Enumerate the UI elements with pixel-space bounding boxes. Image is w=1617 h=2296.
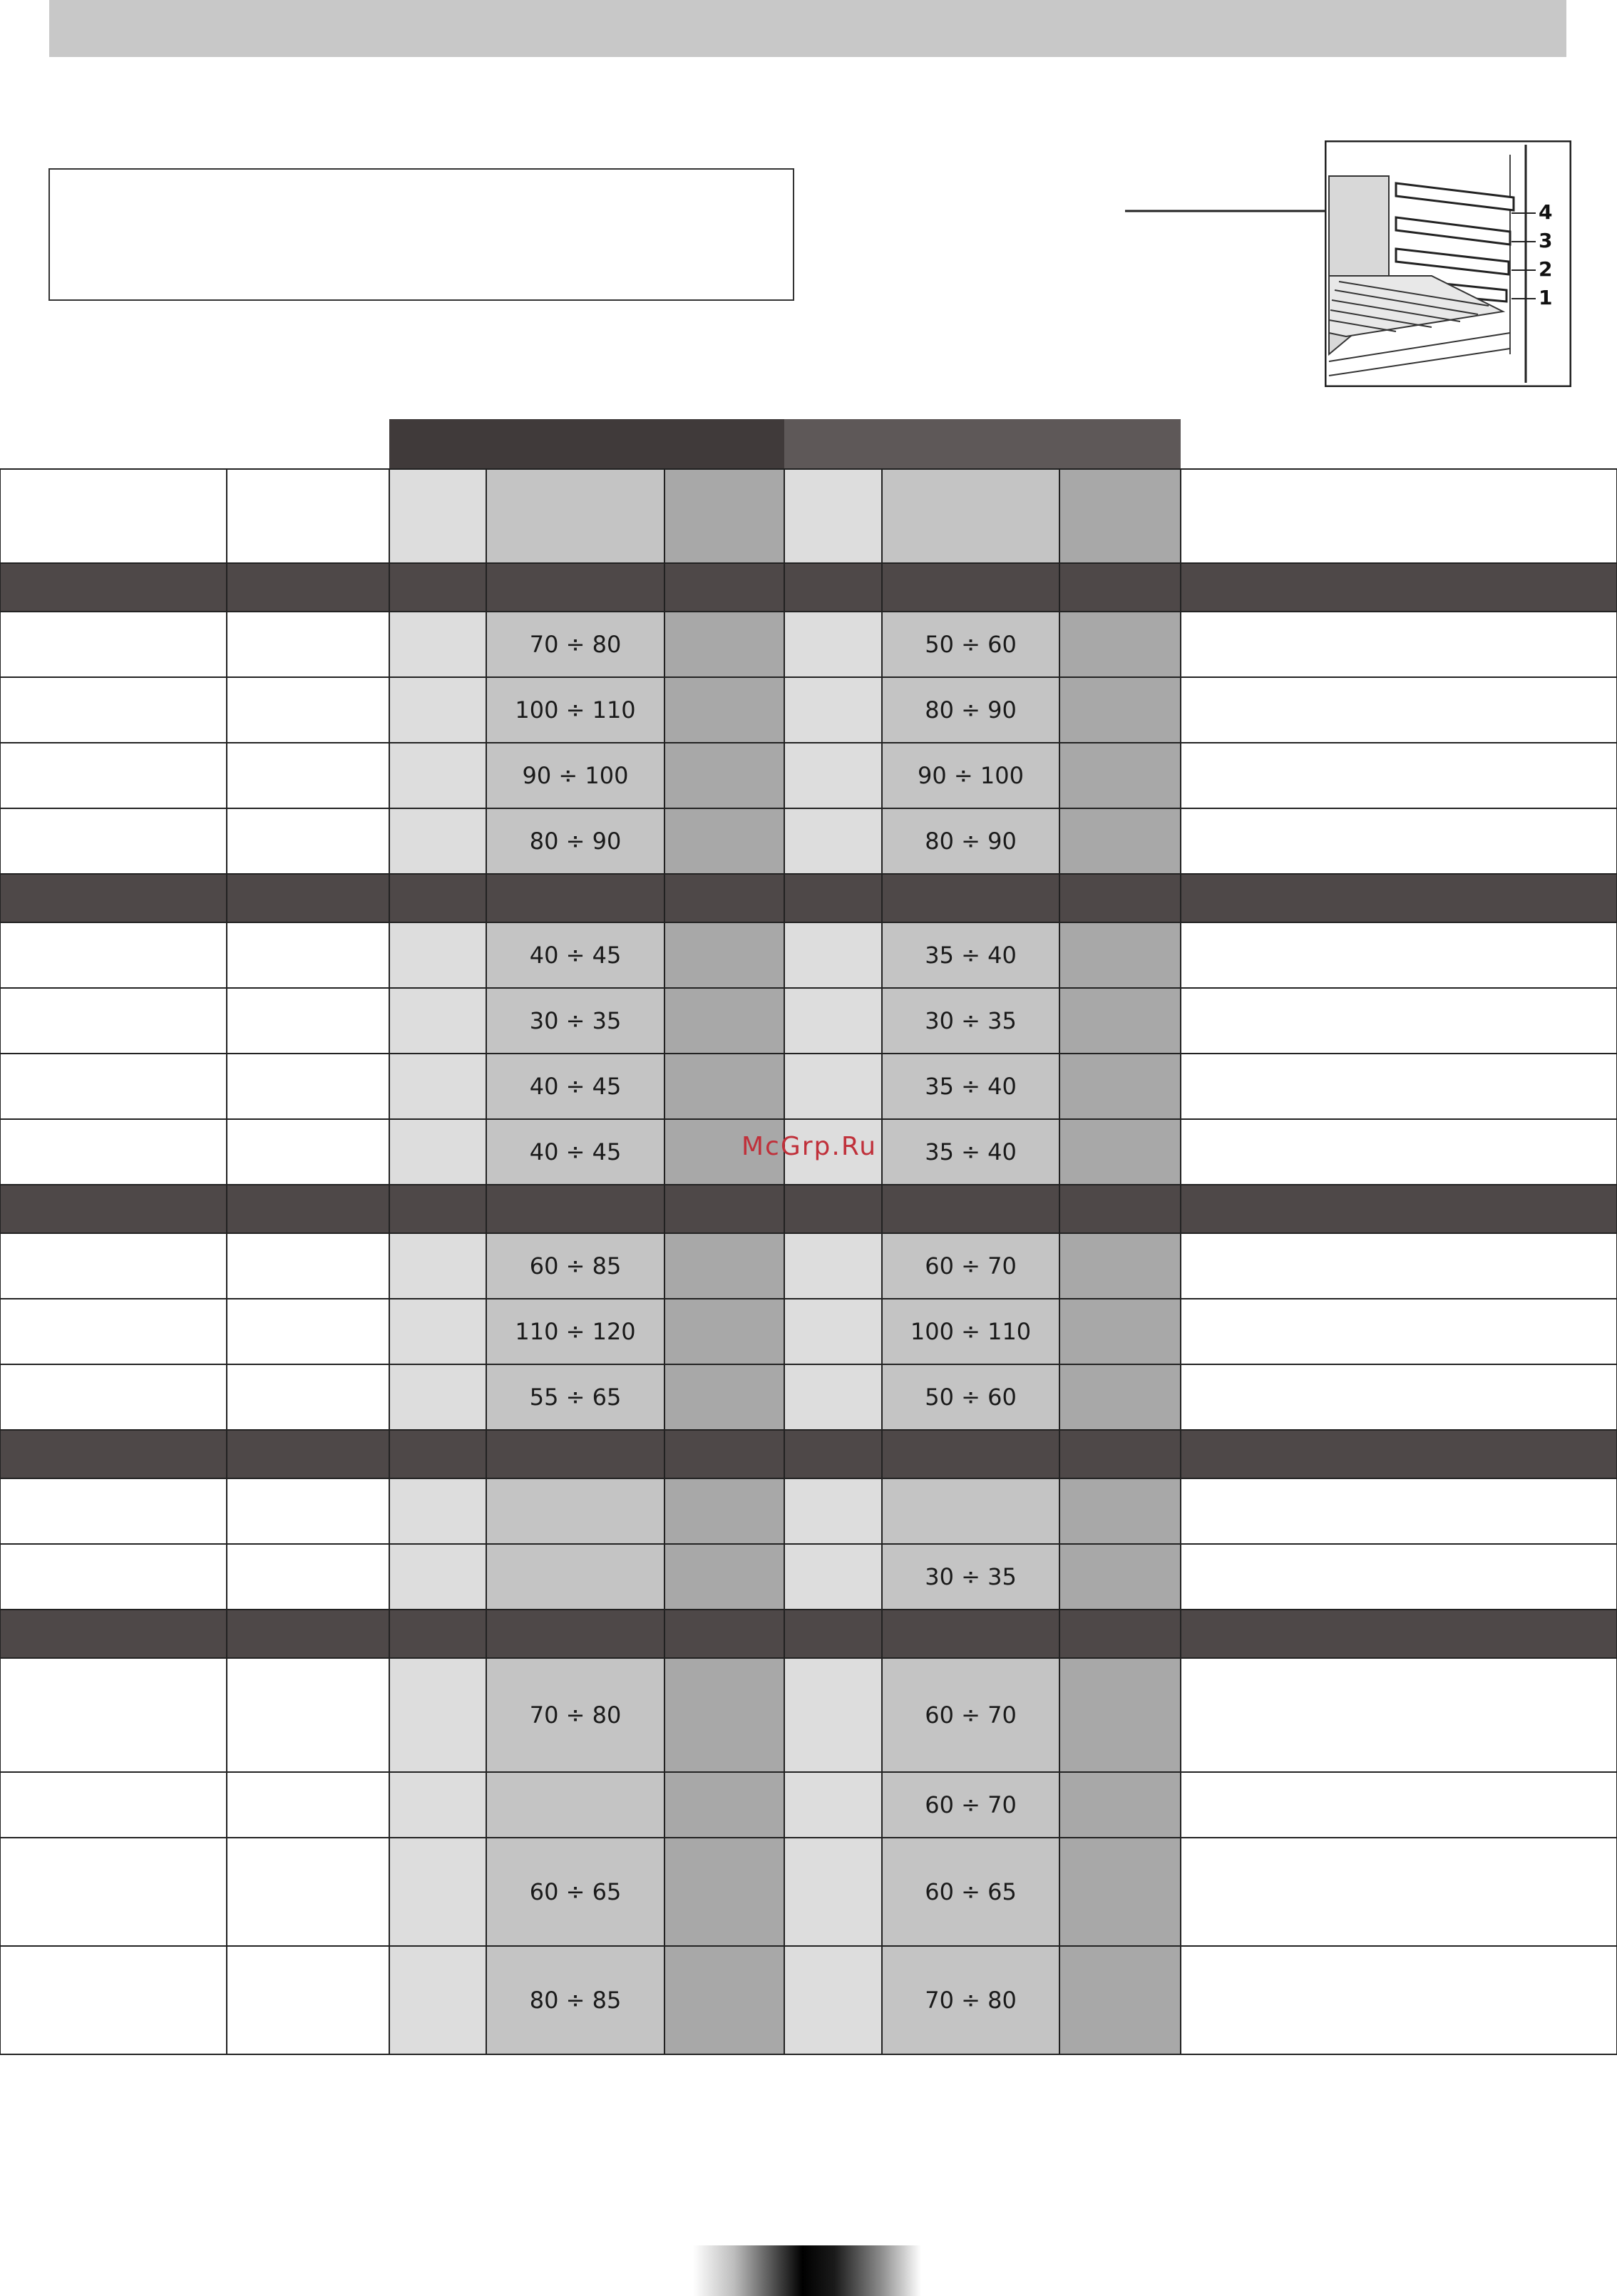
table-header-row-cell — [784, 469, 882, 563]
section-header-row-cell — [1181, 563, 1617, 612]
table-row-cell — [664, 1838, 784, 1946]
section-header-row-cell — [882, 1185, 1059, 1233]
table-row-cell — [0, 1299, 227, 1364]
table-row-cell — [784, 1838, 882, 1946]
table-row-cell — [1059, 1658, 1181, 1772]
table-row-cell — [0, 922, 227, 988]
time-a-cell: 110 ÷ 120 — [515, 1318, 636, 1345]
time-a-cell: 40 ÷ 45 — [529, 942, 622, 969]
table-row-cell — [664, 1946, 784, 2054]
section-header-row-cell — [389, 1185, 486, 1233]
table-row-cell — [227, 1233, 389, 1299]
table-row-cell — [227, 677, 389, 743]
table-row-cell — [389, 1054, 486, 1119]
table-row-cell — [389, 612, 486, 677]
table-row-cell — [784, 612, 882, 677]
table-row-cell — [1181, 1838, 1617, 1946]
section-header-row-cell — [784, 1610, 882, 1658]
time-a-cell: 60 ÷ 85 — [529, 1252, 622, 1280]
table-row-cell — [227, 1838, 389, 1946]
section-header-row-cell — [227, 1185, 389, 1233]
section-header-row-cell — [1059, 874, 1181, 922]
section-header-row-cell — [882, 563, 1059, 612]
shelf-level-2: 2 — [1539, 257, 1553, 281]
table-row-cell — [1059, 1544, 1181, 1610]
section-header-row-cell — [0, 563, 227, 612]
time-a-cell: 100 ÷ 110 — [515, 696, 636, 724]
table-row-cell — [227, 743, 389, 808]
time-a-cell: 30 ÷ 35 — [529, 1007, 622, 1034]
section-header-row-cell — [227, 563, 389, 612]
table-row-cell — [664, 1364, 784, 1430]
table-row-cell — [1181, 677, 1617, 743]
group-header-a — [389, 419, 784, 469]
time-b-cell: 35 ÷ 40 — [925, 1073, 1017, 1100]
table-row-cell — [486, 1772, 664, 1838]
table-row-cell — [227, 1364, 389, 1430]
table-row-cell — [664, 1478, 784, 1544]
table-row-cell — [664, 808, 784, 874]
table-row-cell — [389, 1544, 486, 1610]
table-row-cell — [1059, 612, 1181, 677]
table-row-cell — [227, 1478, 389, 1544]
table-row-cell — [0, 743, 227, 808]
table-row-cell — [486, 1478, 664, 1544]
section-header-row-cell — [784, 1185, 882, 1233]
table-row-cell — [784, 808, 882, 874]
section-header-row-cell — [227, 874, 389, 922]
section-header-row-cell — [227, 1610, 389, 1658]
table-row-cell — [1059, 1233, 1181, 1299]
table-row-cell — [784, 1233, 882, 1299]
table-row-cell — [664, 743, 784, 808]
table-row-cell — [389, 743, 486, 808]
table-row-cell — [664, 1054, 784, 1119]
time-b-cell: 60 ÷ 70 — [925, 1702, 1017, 1729]
section-header-row-cell — [1059, 1430, 1181, 1478]
table-header-row-cell — [389, 469, 486, 563]
table-row-cell — [784, 1658, 882, 1772]
table-row-cell — [389, 1119, 486, 1185]
section-header-row-cell — [486, 1610, 664, 1658]
time-a-cell: 80 ÷ 85 — [529, 1987, 622, 2014]
table-row-cell — [0, 1658, 227, 1772]
time-b-cell: 100 ÷ 110 — [910, 1318, 1032, 1345]
section-header-row-cell — [784, 874, 882, 922]
table-row-cell — [227, 1946, 389, 2054]
shelf-level-1: 1 — [1539, 286, 1553, 309]
table-row-cell — [389, 1838, 486, 1946]
table-row-cell — [0, 808, 227, 874]
section-header-row-cell — [389, 874, 486, 922]
table-row-cell — [227, 922, 389, 988]
section-header-row-cell — [882, 874, 1059, 922]
section-header-row-cell — [882, 1430, 1059, 1478]
section-header-row-cell — [486, 1185, 664, 1233]
table-row-cell — [227, 1299, 389, 1364]
table-row-cell — [1181, 1054, 1617, 1119]
table-row-cell — [227, 808, 389, 874]
table-header-row-cell — [664, 469, 784, 563]
table-row-cell — [389, 1478, 486, 1544]
time-b-cell: 35 ÷ 40 — [925, 942, 1017, 969]
section-header-row-cell — [389, 1610, 486, 1658]
time-a-cell: 55 ÷ 65 — [529, 1384, 622, 1411]
table-row-cell — [0, 612, 227, 677]
table-row-cell — [1059, 808, 1181, 874]
section-header-row-cell — [664, 1430, 784, 1478]
shelf-level-4: 4 — [1539, 200, 1553, 224]
time-b-cell: 60 ÷ 65 — [925, 1878, 1017, 1905]
section-header-row-cell — [486, 563, 664, 612]
table-row-cell — [784, 1478, 882, 1544]
table-row-cell — [784, 677, 882, 743]
time-b-cell: 80 ÷ 90 — [925, 696, 1017, 724]
table-row-cell — [784, 1299, 882, 1364]
table-row-cell — [389, 808, 486, 874]
table-row-cell — [1181, 1658, 1617, 1772]
section-header-row-cell — [664, 874, 784, 922]
table-row-cell — [389, 677, 486, 743]
section-header-row-cell — [784, 1430, 882, 1478]
table-row-cell — [1059, 1772, 1181, 1838]
time-a-cell: 40 ÷ 45 — [529, 1073, 622, 1100]
table-row-cell — [1181, 808, 1617, 874]
table-header-row-cell — [227, 469, 389, 563]
table-row-cell — [784, 988, 882, 1054]
table-header-row-cell — [486, 469, 664, 563]
table-row-cell — [486, 1544, 664, 1610]
table-row-cell — [0, 1544, 227, 1610]
table-row-cell — [227, 1658, 389, 1772]
section-header-row-cell — [664, 1185, 784, 1233]
table-row-cell — [784, 1054, 882, 1119]
table-header-row-cell — [1181, 469, 1617, 563]
section-header-row-cell — [1059, 563, 1181, 612]
time-b-cell: 60 ÷ 70 — [925, 1252, 1017, 1280]
section-header-row-cell — [882, 1610, 1059, 1658]
table-row-cell — [1181, 1299, 1617, 1364]
table-row-cell — [227, 1544, 389, 1610]
section-header-row-cell — [1181, 1610, 1617, 1658]
time-a-cell: 40 ÷ 45 — [529, 1138, 622, 1165]
table-row-cell — [389, 1658, 486, 1772]
group-header-b — [784, 419, 1181, 469]
table-row-cell — [1059, 677, 1181, 743]
table-row-cell — [1059, 1946, 1181, 2054]
table-row-cell — [389, 1233, 486, 1299]
section-header-row-cell — [486, 874, 664, 922]
table-row-cell — [389, 988, 486, 1054]
table-row-cell — [784, 922, 882, 988]
table-row-cell — [0, 1838, 227, 1946]
time-a-cell: 60 ÷ 65 — [529, 1878, 622, 1905]
section-header-row-cell — [1181, 1185, 1617, 1233]
time-a-cell: 70 ÷ 80 — [529, 631, 622, 658]
section-header-row-cell — [227, 1430, 389, 1478]
table-row-cell — [1181, 1233, 1617, 1299]
table-row-cell — [1181, 922, 1617, 988]
table-row-cell — [389, 1946, 486, 2054]
table-row-cell — [227, 1119, 389, 1185]
table-row-cell — [664, 612, 784, 677]
table-row-cell — [0, 1478, 227, 1544]
time-a-cell: 70 ÷ 80 — [529, 1702, 622, 1729]
section-header-row-cell — [784, 563, 882, 612]
time-b-cell: 60 ÷ 70 — [925, 1791, 1017, 1818]
shelf-level-3: 3 — [1539, 229, 1553, 252]
table-row-cell — [227, 1054, 389, 1119]
table-row-cell — [1059, 1299, 1181, 1364]
table-row-cell — [1181, 743, 1617, 808]
table-row-cell — [227, 1772, 389, 1838]
table-row-cell — [389, 1299, 486, 1364]
table-row-cell — [1181, 1119, 1617, 1185]
page-edge-tab — [693, 2245, 921, 2296]
table-row-cell — [1181, 1478, 1617, 1544]
table-row-cell — [1181, 1544, 1617, 1610]
time-b-cell: 90 ÷ 100 — [918, 762, 1024, 789]
table-row-cell — [0, 1946, 227, 2054]
table-row-cell — [227, 612, 389, 677]
table-row-cell — [1059, 988, 1181, 1054]
table-row-cell — [1059, 922, 1181, 988]
table-row-cell — [1181, 612, 1617, 677]
section-header-row-cell — [389, 563, 486, 612]
time-b-cell: 50 ÷ 60 — [925, 1384, 1017, 1411]
time-b-cell: 70 ÷ 80 — [925, 1987, 1017, 2014]
section-header-row-cell — [0, 1430, 227, 1478]
table-header-row-cell — [0, 469, 227, 563]
time-a-cell: 90 ÷ 100 — [522, 762, 629, 789]
table-row-cell — [784, 1544, 882, 1610]
section-header-row-cell — [1059, 1610, 1181, 1658]
table-header-row-cell — [882, 469, 1059, 563]
table-row-cell — [227, 988, 389, 1054]
table-row-cell — [0, 677, 227, 743]
table-row-cell — [664, 1544, 784, 1610]
table-row-cell — [0, 1364, 227, 1430]
time-a-cell: 80 ÷ 90 — [529, 828, 622, 855]
table-row-cell — [1059, 1364, 1181, 1430]
table-row-cell — [784, 1364, 882, 1430]
table-row-cell — [664, 988, 784, 1054]
table-row-cell — [664, 922, 784, 988]
table-row-cell — [389, 1772, 486, 1838]
table-row-cell — [1059, 1838, 1181, 1946]
table-header-row-cell — [1059, 469, 1181, 563]
time-b-cell: 35 ÷ 40 — [925, 1138, 1017, 1165]
table-row-cell — [664, 1658, 784, 1772]
table-row-cell — [0, 1119, 227, 1185]
table-row-cell — [1181, 1772, 1617, 1838]
table-row-cell — [784, 1946, 882, 2054]
table-row-cell — [1059, 1119, 1181, 1185]
table-row-cell — [664, 1233, 784, 1299]
section-header-row-cell — [389, 1430, 486, 1478]
section-header-row-cell — [1181, 1430, 1617, 1478]
section-header-row-cell — [664, 563, 784, 612]
table-row-cell — [1059, 1054, 1181, 1119]
time-b-cell: 80 ÷ 90 — [925, 828, 1017, 855]
table-row-cell — [664, 1299, 784, 1364]
section-header-row-cell — [1059, 1185, 1181, 1233]
table-row-cell — [389, 1364, 486, 1430]
table-row-cell — [664, 1772, 784, 1838]
table-row-cell — [389, 922, 486, 988]
time-b-cell: 30 ÷ 35 — [925, 1563, 1017, 1590]
section-header-row-cell — [1181, 874, 1617, 922]
table-row-cell — [0, 988, 227, 1054]
table-row-cell — [1181, 1946, 1617, 2054]
table-row-cell — [1181, 1364, 1617, 1430]
table-row-cell — [0, 1054, 227, 1119]
table-row-cell — [784, 743, 882, 808]
table-row-cell — [882, 1478, 1059, 1544]
section-header-row-cell — [664, 1610, 784, 1658]
table-row-cell — [0, 1233, 227, 1299]
table-row-cell — [1059, 743, 1181, 808]
section-header-row-cell — [0, 1185, 227, 1233]
section-header-row-cell — [0, 874, 227, 922]
section-header-row-cell — [486, 1430, 664, 1478]
table-row-cell — [1181, 988, 1617, 1054]
table-row-cell — [1059, 1478, 1181, 1544]
table-row-cell — [784, 1772, 882, 1838]
time-b-cell: 30 ÷ 35 — [925, 1007, 1017, 1034]
section-header-row-cell — [0, 1610, 227, 1658]
table-row-cell — [0, 1772, 227, 1838]
watermark: McGrp.Ru — [741, 1132, 878, 1161]
time-b-cell: 50 ÷ 60 — [925, 631, 1017, 658]
table-row-cell — [664, 677, 784, 743]
